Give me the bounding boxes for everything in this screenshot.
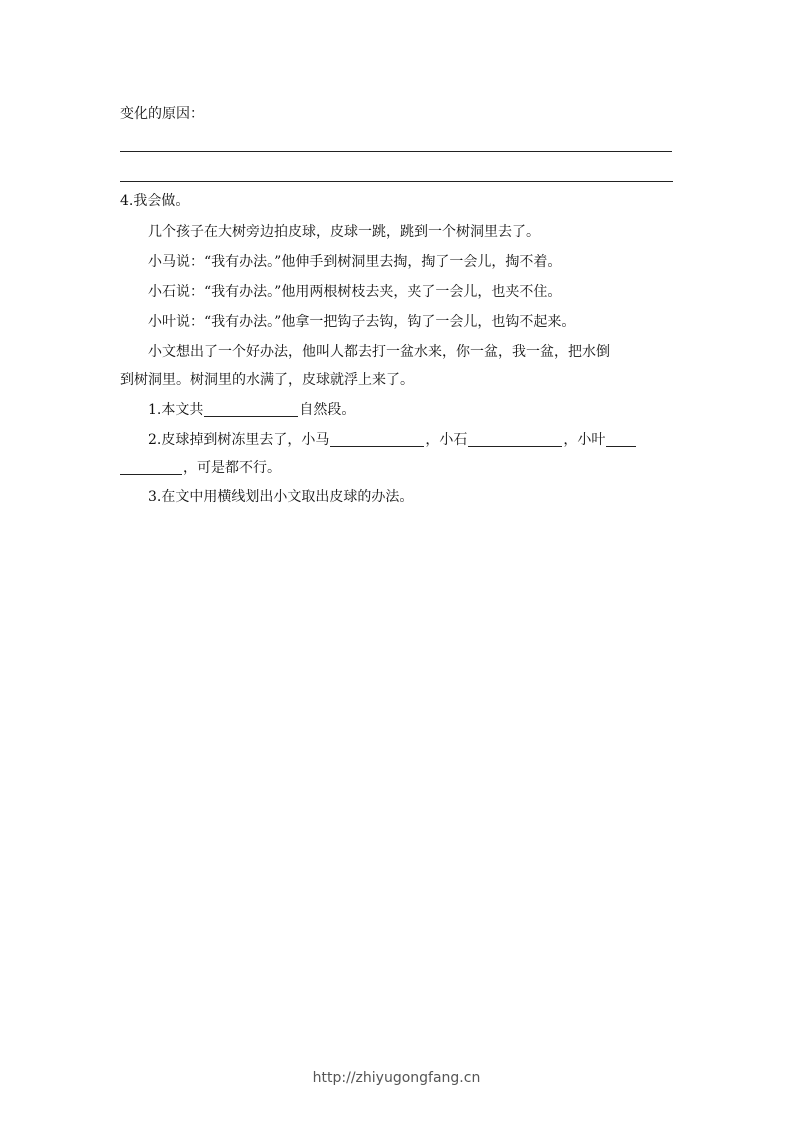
passage-paragraph-1: 几个孩子在大树旁边拍皮球，皮球一跳，跳到一个树洞里去了。 [148,224,540,240]
sub-question-1 [148,400,355,420]
blank-paragraph-count[interactable] [204,415,298,417]
blank-xiaoshi[interactable] [468,445,562,447]
sub-question-1-prefix: 1.本文共 [148,402,204,418]
sub-question-2-prefix: 2.皮球掉到树冻里去了，小马 [148,432,330,448]
reason-label: 变化的原因： [120,106,204,122]
blank-xiaoma[interactable] [330,445,424,447]
sub-question-2-line-1 [148,430,637,450]
passage-paragraph-5-line-1: 小文想出了一个好办法，他叫人都去打一盆水来，你一盆，我一盆，把水倒 [148,344,610,360]
blank-xiaoye-part-1[interactable] [606,445,636,447]
sub-question-2-suffix: ，可是都不行。 [183,460,281,476]
sub-question-3: 3.在文中用横线划出小文取出皮球的办法。 [148,489,414,505]
sub-question-2-mid-1: ，小石 [425,432,468,448]
blank-xiaoye-part-2[interactable] [120,473,182,475]
sub-question-2-mid-2: ，小叶 [563,432,606,448]
passage-paragraph-5-line-2: 到树洞里。树洞里的水满了，皮球就浮上来了。 [120,372,414,388]
question-4-heading: 4.我会做。 [120,193,190,209]
answer-line-2[interactable] [120,181,673,182]
sub-question-2-line-2 [120,458,281,478]
sub-question-1-suffix: 自然段。 [299,402,356,418]
passage-paragraph-3: 小石说：“我有办法。”他用两根树枝去夹，夹了一会儿，也夹不住。 [148,284,562,300]
answer-line-1[interactable] [120,151,672,152]
passage-paragraph-4: 小叶说：“我有办法。”他拿一把钩子去钩，钩了一会儿，也钩不起来。 [148,314,576,330]
footer-url[interactable]: http://zhiyugongfang.cn [312,1070,481,1086]
passage-paragraph-2: 小马说：“我有办法。”他伸手到树洞里去掏，掏了一会儿，掏不着。 [148,254,562,270]
